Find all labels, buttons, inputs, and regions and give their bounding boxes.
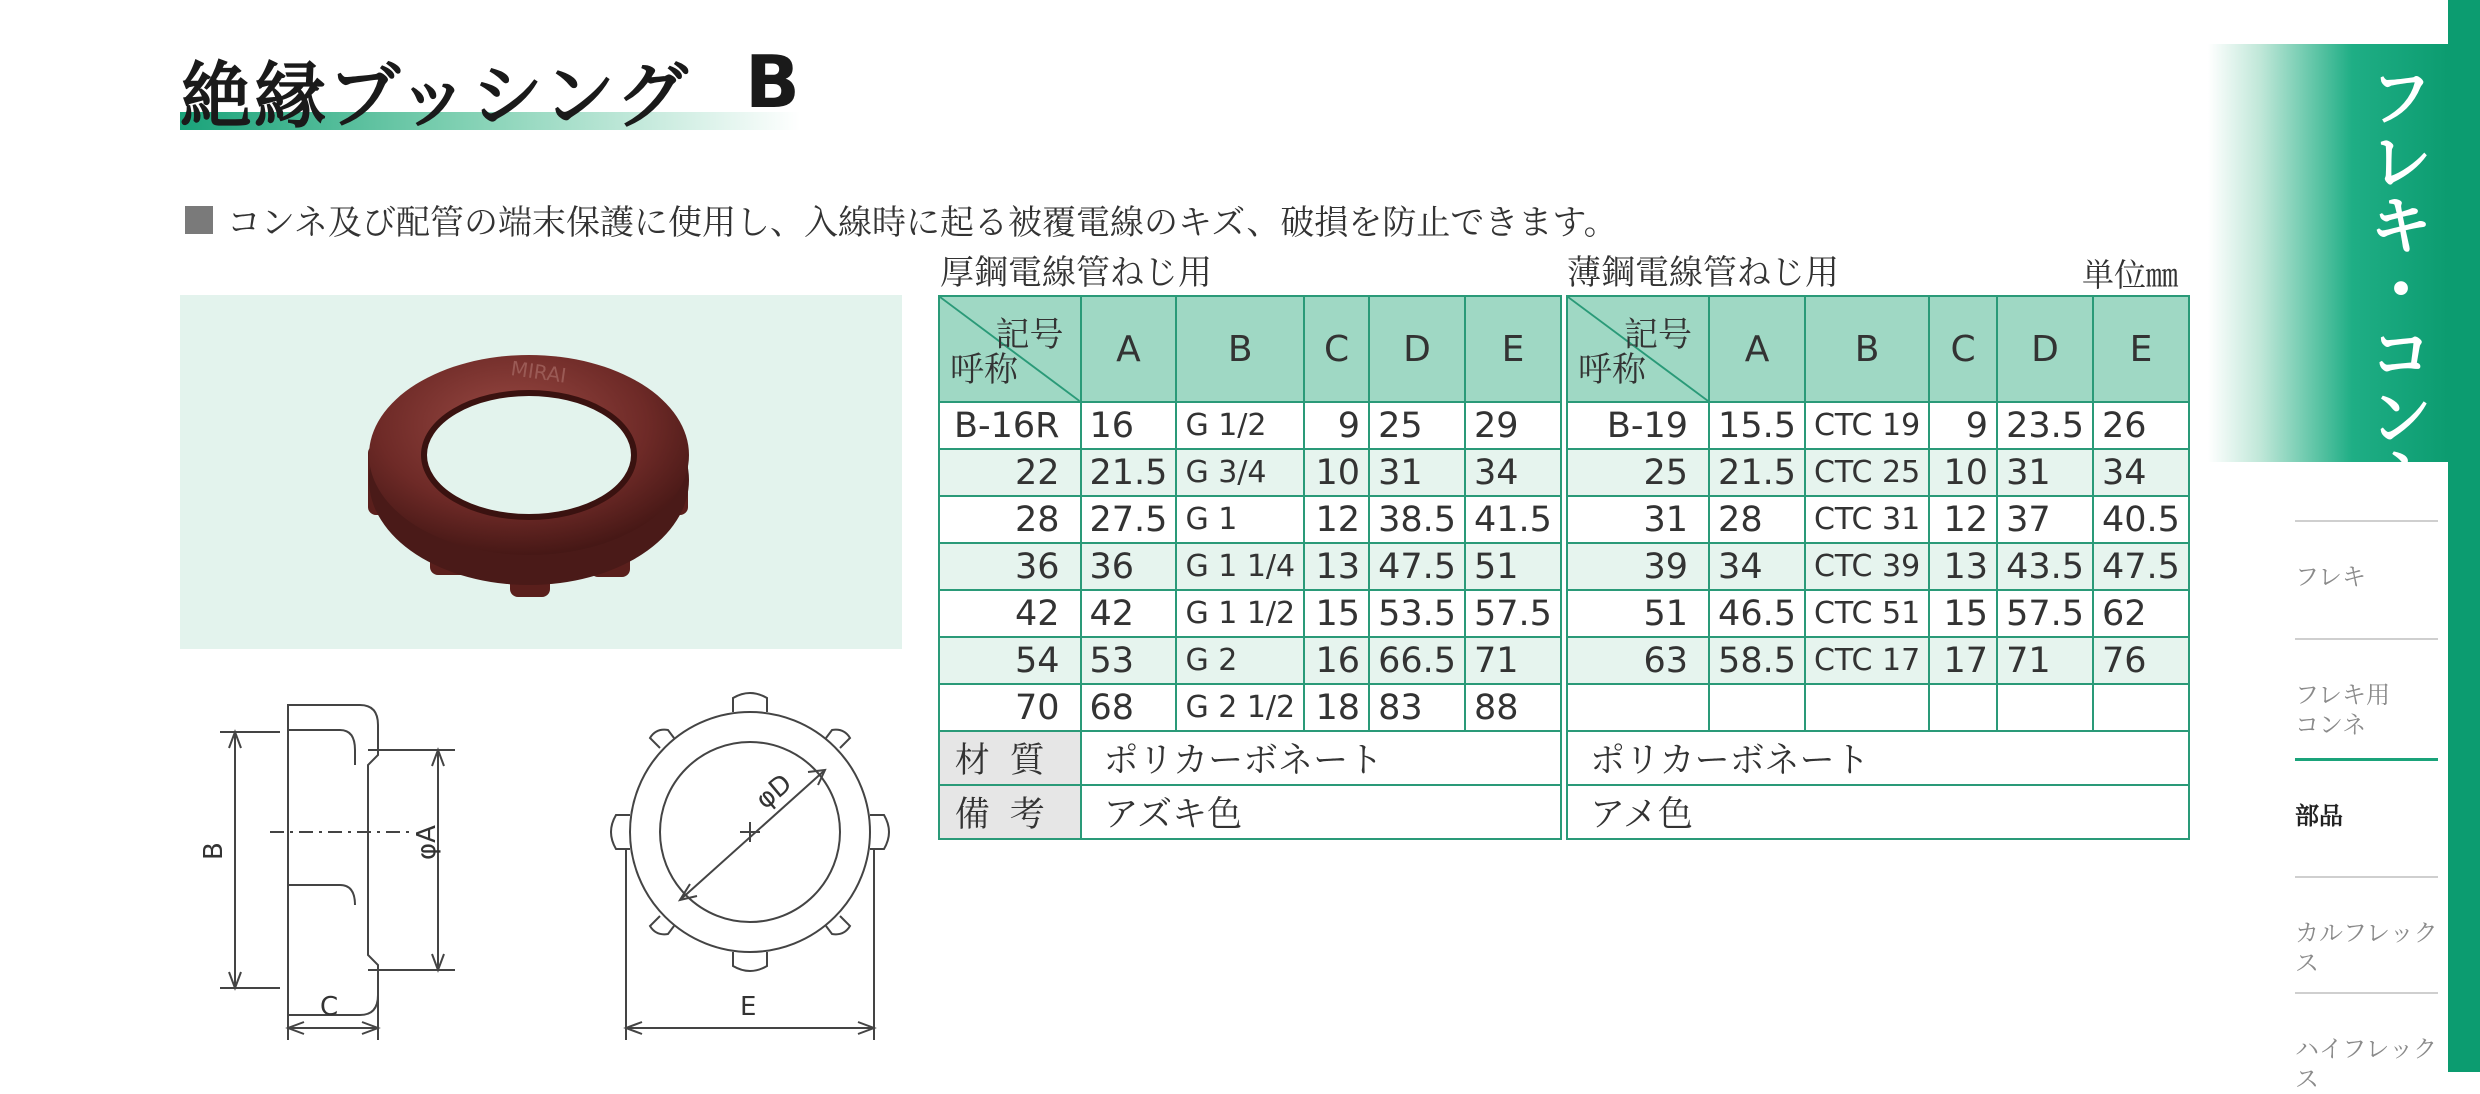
dim-label-b: B xyxy=(199,842,229,860)
cell-a: 42 xyxy=(1081,590,1177,637)
remark-row xyxy=(1567,785,2189,839)
cell-c: 18 xyxy=(1304,684,1369,731)
bullet-square-icon xyxy=(185,206,213,234)
remark-value: アメ色 xyxy=(1567,785,2189,839)
column-header: E xyxy=(2093,296,2189,402)
cell-b: G 1 1/4 xyxy=(1176,543,1304,590)
cell-d: 23.5 xyxy=(1997,402,2093,449)
cell-d: 31 xyxy=(1369,449,1465,496)
cell-e: 76 xyxy=(2093,637,2189,684)
category-tab-label: フレキ・コンネ xyxy=(2358,64,2432,512)
table-row xyxy=(1567,590,2189,637)
cell-name: 51 xyxy=(1567,590,1709,637)
header-symbol-name xyxy=(1567,296,1709,402)
page-title: 絶縁ブッシング xyxy=(180,54,690,138)
material-row xyxy=(1567,731,2189,785)
cell-a: 53 xyxy=(1081,637,1177,684)
cell-e: 34 xyxy=(2093,449,2189,496)
nav-item-label: カルフレックス xyxy=(2295,919,2438,977)
cell-e: 26 xyxy=(2093,402,2189,449)
cell-a: 21.5 xyxy=(1709,449,1805,496)
column-header: B xyxy=(1176,296,1304,402)
cell-name: 25 xyxy=(1567,449,1709,496)
cell-a: 27.5 xyxy=(1081,496,1177,543)
cell-d: 31 xyxy=(1997,449,2093,496)
table-row xyxy=(939,637,1561,684)
header-name: 呼称 xyxy=(1578,350,1646,390)
cell-d: 37 xyxy=(1997,496,2093,543)
cell-d: 53.5 xyxy=(1369,590,1465,637)
cell-empty xyxy=(1805,684,1929,731)
cell-a: 36 xyxy=(1081,543,1177,590)
nav-item-calflex[interactable] xyxy=(2295,876,2438,978)
spec-table-thin xyxy=(1566,295,2190,840)
product-marking: MIRAI xyxy=(509,356,568,388)
unit-label: 単位㎜ xyxy=(2082,256,2179,294)
cell-name: 42 xyxy=(939,590,1081,637)
column-header: C xyxy=(1304,296,1369,402)
table-row xyxy=(939,543,1561,590)
bushing-photo-icon xyxy=(180,295,902,649)
cell-d: 43.5 xyxy=(1997,543,2093,590)
cell-b: G 1 1/2 xyxy=(1176,590,1304,637)
cell-b: G 2 xyxy=(1176,637,1304,684)
cell-name: 70 xyxy=(939,684,1081,731)
cell-name: 36 xyxy=(939,543,1081,590)
cell-c: 12 xyxy=(1929,496,1997,543)
cell-c: 10 xyxy=(1929,449,1997,496)
material-value: ポリカーボネート xyxy=(1081,731,1562,785)
cell-e: 71 xyxy=(1465,637,1561,684)
dim-label-phi-d: φD xyxy=(750,768,798,816)
side-strip xyxy=(2448,0,2480,1072)
table-row xyxy=(939,449,1561,496)
cell-c: 12 xyxy=(1304,496,1369,543)
table-row xyxy=(1567,449,2189,496)
table-row xyxy=(1567,543,2189,590)
nav-item-label: フレキ用 xyxy=(2295,681,2391,709)
cell-c: 9 xyxy=(1304,402,1369,449)
header-name: 呼称 xyxy=(950,350,1018,390)
cell-a: 68 xyxy=(1081,684,1177,731)
cell-a: 46.5 xyxy=(1709,590,1805,637)
cell-e: 57.5 xyxy=(1465,590,1561,637)
cell-c: 9 xyxy=(1929,402,1997,449)
table-row xyxy=(1567,402,2189,449)
column-header: C xyxy=(1929,296,1997,402)
cell-b: CTC 39 xyxy=(1805,543,1929,590)
cell-e: 34 xyxy=(1465,449,1561,496)
column-header: A xyxy=(1081,296,1177,402)
cell-b: CTC 31 xyxy=(1805,496,1929,543)
nav-item-parts[interactable] xyxy=(2295,758,2438,831)
cell-b: G 3/4 xyxy=(1176,449,1304,496)
cell-e: 29 xyxy=(1465,402,1561,449)
table-row xyxy=(939,496,1561,543)
cell-b: G 1 xyxy=(1176,496,1304,543)
table-thick-label: 厚鋼電線管ねじ用 xyxy=(940,253,1212,293)
cell-d: 38.5 xyxy=(1369,496,1465,543)
cell-b: CTC 51 xyxy=(1805,590,1929,637)
cell-b: CTC 25 xyxy=(1805,449,1929,496)
cell-name: 54 xyxy=(939,637,1081,684)
table-row xyxy=(1567,496,2189,543)
cell-b: CTC 17 xyxy=(1805,637,1929,684)
remark-label: 備考 xyxy=(939,785,1081,839)
nav-item-label: フレキ xyxy=(2295,563,2367,591)
cell-empty xyxy=(1929,684,1997,731)
cell-empty xyxy=(1997,684,2093,731)
cell-c: 13 xyxy=(1929,543,1997,590)
cell-name: 28 xyxy=(939,496,1081,543)
cell-c: 13 xyxy=(1304,543,1369,590)
product-description xyxy=(185,195,1618,244)
cell-c: 15 xyxy=(1304,590,1369,637)
table-row xyxy=(939,684,1561,731)
cell-e: 41.5 xyxy=(1465,496,1561,543)
cell-empty xyxy=(1567,684,1709,731)
dim-label-phi-a: φA xyxy=(412,825,442,860)
column-header: E xyxy=(1465,296,1561,402)
cell-d: 57.5 xyxy=(1997,590,2093,637)
column-header: D xyxy=(1369,296,1465,402)
cell-d: 25 xyxy=(1369,402,1465,449)
header-symbol: 記号 xyxy=(995,315,1064,355)
cell-c: 17 xyxy=(1929,637,1997,684)
material-row xyxy=(939,731,1561,785)
nav-item-flexi[interactable] xyxy=(2295,520,2438,592)
product-code: B xyxy=(745,40,800,124)
cell-name: B-19 xyxy=(1567,402,1709,449)
cell-empty xyxy=(1709,684,1805,731)
cell-name: 31 xyxy=(1567,496,1709,543)
cell-name: 39 xyxy=(1567,543,1709,590)
header-symbol: 記号 xyxy=(1624,315,1693,355)
cell-c: 16 xyxy=(1304,637,1369,684)
cell-d: 66.5 xyxy=(1369,637,1465,684)
cell-b: CTC 19 xyxy=(1805,402,1929,449)
cell-b: G 2 1/2 xyxy=(1176,684,1304,731)
cell-b: G 1/2 xyxy=(1176,402,1304,449)
cell-name: 63 xyxy=(1567,637,1709,684)
dim-label-c: C xyxy=(320,992,339,1022)
remark-row xyxy=(939,785,1561,839)
nav-item-flexi-connector[interactable] xyxy=(2295,638,2438,740)
spec-table-thick xyxy=(938,295,1562,840)
cell-e: 40.5 xyxy=(2093,496,2189,543)
cell-c: 15 xyxy=(1929,590,1997,637)
table-row xyxy=(939,590,1561,637)
cell-name: B-16R xyxy=(939,402,1081,449)
technical-drawings xyxy=(180,670,920,1070)
cell-a: 16 xyxy=(1081,402,1177,449)
table-thin-label: 薄鋼電線管ねじ用 xyxy=(1567,253,1839,293)
product-photo xyxy=(180,295,902,649)
column-header: A xyxy=(1709,296,1805,402)
column-header: B xyxy=(1805,296,1929,402)
nav-item-label: 部品 xyxy=(2295,802,2343,830)
dim-label-e: E xyxy=(740,992,757,1022)
cell-a: 34 xyxy=(1709,543,1805,590)
material-label: 材質 xyxy=(939,731,1081,785)
cell-e: 88 xyxy=(1465,684,1561,731)
column-header: D xyxy=(1997,296,2093,402)
table-row xyxy=(939,402,1561,449)
cell-empty xyxy=(2093,684,2189,731)
nav-item-label: ハイフレックス xyxy=(2295,1035,2438,1093)
description-text: コンネ及び配管の端末保護に使用し、入線時に起る被覆電線のキズ、破損を防止できます。 xyxy=(227,203,1618,243)
header-symbol-name xyxy=(939,296,1081,402)
dimension-drawing-icon xyxy=(180,670,920,1070)
nav-item-label: コンネ xyxy=(2295,711,2367,739)
cell-a: 58.5 xyxy=(1709,637,1805,684)
cell-d: 83 xyxy=(1369,684,1465,731)
cell-e: 47.5 xyxy=(2093,543,2189,590)
cell-name: 22 xyxy=(939,449,1081,496)
cell-a: 28 xyxy=(1709,496,1805,543)
cell-e: 62 xyxy=(2093,590,2189,637)
remark-value: アズキ色 xyxy=(1081,785,1562,839)
material-value: ポリカーボネート xyxy=(1567,731,2189,785)
cell-d: 47.5 xyxy=(1369,543,1465,590)
cell-c: 10 xyxy=(1304,449,1369,496)
cell-a: 15.5 xyxy=(1709,402,1805,449)
cell-e: 51 xyxy=(1465,543,1561,590)
table-row-empty xyxy=(1567,684,2189,731)
cell-d: 71 xyxy=(1997,637,2093,684)
nav-item-hiflex[interactable] xyxy=(2295,992,2438,1094)
table-row xyxy=(1567,637,2189,684)
cell-a: 21.5 xyxy=(1081,449,1177,496)
